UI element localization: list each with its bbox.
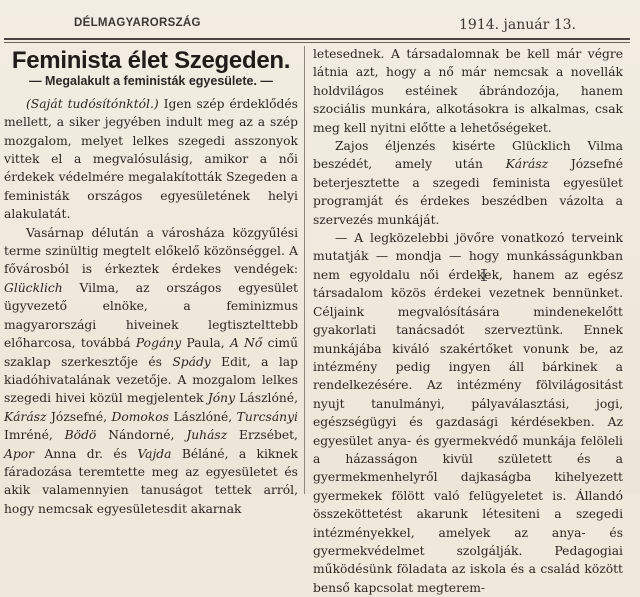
left-column — [4, 46, 298, 518]
mouse-cursor-icon — [480, 269, 488, 281]
byline: (Saját tudósítónktól.) — [26, 96, 159, 111]
paragraph-continuation: letesednek. A társadalomnak be kell már végre látnia azt, hogy a nő már nemcsak a novellák holdvilágos estéinek ábrándozója, hanem szociális munkára, alkotásokra is alkalmas, csak meg kell nyitni előtte a lehetőségeket. — [313, 47, 623, 135]
paragraph-speech: — A legközelebbi jövőre vonatkozó terveink mutatják — mondja — hogy munkásságunkban nem egyoldalu női érdekek, hanem az egész társadalom közös érdekei vezetnek bennünket. Céljaink megvalósítására mindenekelőtt gyakorlati tanácsadót szerveztünk. Ennek munkájába kiváló szakértőket vonunk be, az intézmény pedig ingyen áll bárkinek a rendelkezésére. Az intézmény fölvilágositást nyujt tanulmányi, pályaválasztási, jogi, egészségügyi és gazdasági kérdésekben. Az egyesület anya- és gyermekvédő munkája felöleli a házasságon kivül született és a gyermekmenhelyről dajkaságba kihelyezett gyermekek fölött való felügyeletet is. Állandó összeköttetést akarunk létesiteni a szegedi intézményekkel, amelyek az anya- és gyermekvédelmet szolgálják. Pedagogiai működésünk föladata az iskola és a család között benső kapcsolat megterem- — [313, 231, 623, 595]
column-divider — [304, 46, 305, 494]
paragraph-speech-intro: Zajos éljenzés kisérte Glücklich Vilma beszédét, amely után Kárász Józsefné beterjesztette a szegedi feminista egyesület programját és érdekes beszédben vázolta a szervezés munkáját. — [313, 139, 623, 227]
masthead — [0, 0, 640, 44]
masthead-rule-thin — [4, 42, 630, 43]
issue-date: 1914. január 13. — [459, 17, 577, 33]
masthead-rule — [4, 38, 630, 40]
article-headline: Feminista élet Szegeden. — [11, 47, 291, 74]
right-column — [313, 45, 623, 597]
article-subhead: — Megalakult a feministák egyesülete. — — [29, 74, 273, 89]
paragraph-guests: Vasárnap délután a városháza közgyűlési terme szinültig megtelt előkelő közönséggel. A fővárosból is érkeztek érdekes vendégek: Glücklich Vilma, az országos egyesület ügyvezető elnöke, a feminizmus magyarországi hiveinek legtisztelttebb előharcosa, továbbá Pogány Paula, A Nő cimű szaklap szerkesztője és Spády Edit, a lap kiadóhivatalának vezetője. A mozgalom lelkes szegedi hivei közül megjelentek Jóny Lászlóné, Kárász Józsefné, Domokos Lászlóné, Turcsányi Imréné, Bödö Nándorné, Juhász Erzsébet, Apor Anna dr. és Vajda Béláné, a kiknek fáradozása teremtette meg az egyesületet és akik valamennyien tanuságot tettek arról, hogy nemcsak egyesületesdit akarnak — [4, 225, 298, 516]
newspaper-name: DÉLMAGYARORSZÁG — [74, 17, 201, 29]
paragraph-intro: (Saját tudósítónktól.) Igen szép érdeklődés mellett, a siker jegyében indult meg az a szép mozgalom, melyet lelkes szegedi asszonyok vittek el a megvalósulásig, amikor a női érdekek védelmére megalakították Szegeden a feministák országos egyesületének helyi alakulatát. — [4, 96, 298, 222]
